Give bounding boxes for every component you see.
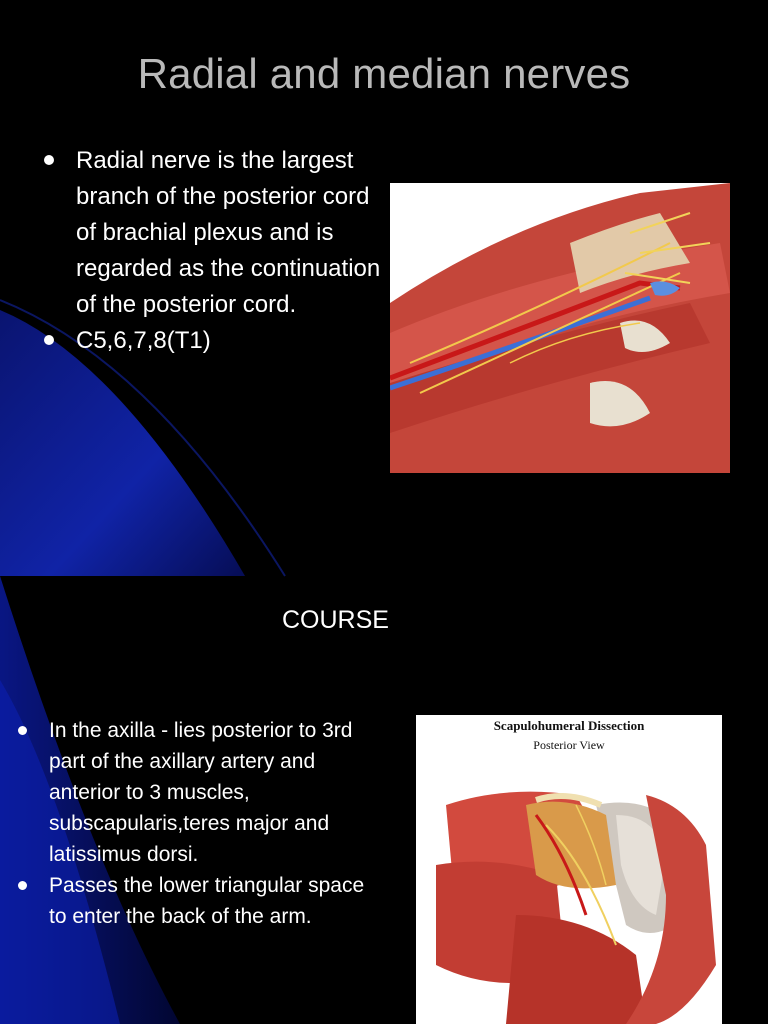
intro-bullet-list bbox=[44, 143, 384, 359]
section-heading-course: COURSE bbox=[282, 606, 389, 634]
bullet-text: C5,6,7,8(T1) bbox=[76, 327, 211, 354]
figure-caption-title: Scapulohumeral Dissection bbox=[493, 718, 645, 733]
axilla-anatomy-figure bbox=[390, 183, 730, 473]
bullet-text: Passes the lower triangular space to enter the back of the arm. bbox=[49, 874, 365, 928]
scapulohumeral-dissection-figure bbox=[416, 715, 722, 1024]
slide-title: Radial and median nerves bbox=[137, 50, 631, 97]
bullet-dot-icon bbox=[18, 881, 27, 890]
bullet-dot-icon bbox=[44, 155, 54, 165]
bullet-dot-icon bbox=[18, 726, 27, 735]
course-bullet-list bbox=[18, 715, 378, 932]
bullet-text: Radial nerve is the largest branch of the posterior cord of brachial plexus and is regarded as the continuation of the posterior cord. bbox=[76, 147, 381, 318]
list-item bbox=[18, 870, 378, 932]
bullet-dot-icon bbox=[44, 335, 54, 345]
bullet-text: In the axilla - lies posterior to 3rd part of the axillary artery and anterior to 3 muscles, subscapularis,teres major and latissimus dorsi. bbox=[49, 719, 353, 866]
figure-caption-subtitle: Posterior View bbox=[533, 738, 605, 752]
scapulohumeral-dissection-illustration-icon bbox=[416, 715, 722, 1024]
list-item bbox=[44, 323, 384, 359]
axilla-anatomy-illustration-icon bbox=[390, 183, 730, 473]
list-item bbox=[18, 715, 378, 870]
list-item bbox=[44, 143, 384, 323]
